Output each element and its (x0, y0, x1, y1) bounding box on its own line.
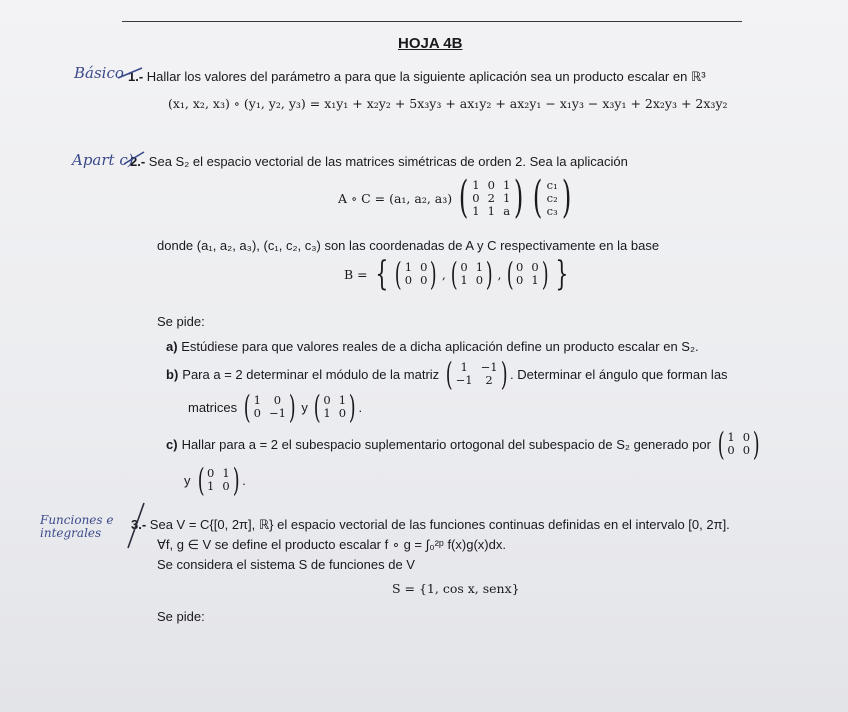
bm-cell-0-1: −1 (480, 360, 498, 374)
cm2-cell-1-0: 1 (206, 479, 215, 493)
cm1-cell-0-0: 1 (727, 430, 735, 444)
ex3-line2: ∀f, g ∈ V se define el producto escalar f ∘ g = ∫₀²ᵖ f(x)g(x)dx. (157, 537, 506, 552)
ex1-formula: (x₁, x₂, x₃) ∘ (y₁, y₂, y₃) = x₁y₁ + x₂y₂ + 5x₃y₃ + ax₁y₂ + ax₂y₁ − x₁y₃ − x₃y₁ + 2x₂y₃ + 2x₃y₂ (168, 96, 728, 111)
ex2-number: 2.- (130, 154, 146, 169)
ex2-matrix-cell-1-1: 2 (487, 190, 495, 205)
basis-matrix-2-cell-1-1: 1 (531, 273, 539, 287)
handwritten-apart: Apart c) (72, 151, 134, 169)
handwritten-funciones: Funciones e integrales (40, 513, 114, 540)
ex3-number: 3.- (131, 517, 147, 532)
cm1-cell-1-0: 0 (727, 443, 735, 457)
basis-comma: , (497, 266, 502, 282)
part-c-text: Hallar para a = 2 el subespacio suplementario ortogonal del subespacio de S₂ generado por (181, 436, 711, 452)
part-b-text1: Para a = 2 determinar el módulo de la matriz (182, 366, 440, 382)
bm1-cell-0-0: 1 (253, 393, 261, 407)
ex2-matrix-cell-0-1: 0 (487, 177, 495, 192)
bm-cell-0-0: 1 (460, 360, 468, 374)
basis-matrix-0-cell-1-1: 0 (420, 273, 428, 287)
bm2-cell-1-1: 0 (338, 406, 347, 420)
cm2-cell-1-1: 0 (222, 479, 230, 493)
part-b-text3: matrices (188, 399, 238, 415)
part-b-end: . (358, 399, 363, 415)
basis-matrix-2-cell-0-0: 0 (515, 260, 524, 274)
basis-matrix-1-cell-0-1: 1 (475, 260, 484, 274)
basis-matrix-2: ( 0 0 0 1 ) (506, 255, 549, 293)
ex2-text: Sea S₂ el espacio vectorial de las matrices simétricas de orden 2. Sea la aplicación (148, 154, 628, 169)
part-c-end: . (242, 472, 246, 488)
ex2-matrix-cell-1-2: 1 (502, 190, 511, 205)
basis-matrix-0-cell-0-1: 0 (420, 260, 428, 274)
bm-cell-1-1: 2 (485, 373, 493, 387)
part-b-y: y (301, 399, 308, 415)
ex2-se-pide: Se pide: (157, 314, 205, 329)
ex2-matrix-cell-2-2: a (503, 203, 511, 218)
bm1-cell-0-1: 0 (273, 393, 282, 407)
basis-matrix-2-cell-0-1: 0 (531, 260, 539, 274)
basis-matrix-0: ( 1 0 0 0 ) (395, 255, 438, 293)
handwritten-basico: Básico (74, 64, 124, 82)
part-b-matrix: ( 1 −1 −1 2 ) (445, 355, 508, 393)
bm2-cell-0-0: 0 (323, 393, 331, 407)
bm-cell-1-0: −1 (455, 373, 473, 387)
part-a-label: a) (166, 339, 178, 354)
part-c-y: y (184, 472, 191, 488)
part-b-matrix-2: ( 0 1 1 0 ) (313, 388, 356, 426)
basis-matrix-0-cell-1-0: 0 (404, 273, 413, 287)
part-c-matrix-1: ( 1 0 0 0 ) (717, 425, 760, 463)
bm1-cell-1-1: −1 (268, 406, 286, 420)
part-b-text2: . Determinar el ángulo que forman las (510, 366, 728, 382)
basis-matrix-1-cell-0-0: 0 (460, 260, 468, 274)
ex1-text: Hallar los valores del parámetro a para que la siguiente aplicación sea un producto escalar en ℝ³ (146, 69, 706, 84)
ex2-matrix: ( 1 0 1 0 2 1 1 1 a ) (458, 172, 524, 223)
cm2-cell-0-1: 1 (222, 466, 230, 480)
ex2-basis: B = { ( 1 0 0 0 ) , ( 0 1 1 0 ) , ( 0 0 0 1 ) } (344, 254, 569, 294)
part-b-label: b) (166, 366, 179, 382)
bm2-cell-0-1: 1 (338, 393, 347, 407)
ex3-line3: Se considera el sistema S de funciones de V (157, 557, 415, 572)
ex2-formula-lhs: A ∘ C = (a₁, a₂, a₃) (338, 190, 453, 206)
ex2-vector-cell-1-0: c₂ (546, 190, 558, 205)
ex3-set: S = {1, cos x, senx} (392, 581, 520, 596)
basis-matrix-2-cell-1-0: 0 (515, 273, 524, 287)
basis-matrix-1: ( 0 1 1 0 ) (450, 255, 493, 293)
basis-comma: , (441, 266, 446, 282)
cm2-cell-0-0: 0 (206, 466, 215, 480)
ex2-vector: ( c₁ c₂ c₃ ) (533, 172, 571, 223)
basis-matrix-1-cell-1-0: 1 (460, 273, 468, 287)
page-title: HOJA 4B (398, 35, 463, 52)
ex2-matrix-cell-0-0: 1 (472, 177, 480, 192)
bm2-cell-1-0: 1 (323, 406, 331, 420)
part-c-label: c) (166, 436, 178, 452)
ex2-matrix-cell-1-0: 0 (472, 190, 480, 205)
bm1-cell-1-0: 0 (253, 406, 261, 420)
cm1-cell-0-1: 0 (742, 430, 751, 444)
ex3-line1: Sea V = C{[0, 2π], ℝ} el espacio vectorial de las funciones continuas definidas en el intervalo [0, 2π]. (149, 517, 730, 532)
part-c-matrix-2: ( 0 1 1 0 ) (197, 461, 240, 499)
ex2-matrix-cell-2-0: 1 (472, 203, 480, 218)
ex2-coords-text: donde (a₁, a₂, a₃), (c₁, c₂, c₃) son las coordenadas de A y C respectivamente en la base (157, 238, 660, 253)
ex2-vector-cell-0-0: c₁ (546, 177, 558, 192)
ex2-matrix-cell-0-2: 1 (502, 177, 511, 192)
ex1-number: 1.- (128, 69, 144, 84)
ex2-matrix-cell-2-1: 1 (487, 203, 495, 218)
ex3-se-pide: Se pide: (157, 609, 205, 624)
part-b-matrix-1: ( 1 0 0 −1 ) (243, 388, 296, 426)
ex2-basis-lhs: B = (344, 266, 368, 282)
part-a-text: Estúdiese para que valores reales de a dicha aplicación define un producto escalar en S₂. (181, 339, 699, 354)
cm1-cell-1-1: 0 (742, 443, 751, 457)
basis-matrix-0-cell-0-0: 1 (404, 260, 413, 274)
basis-matrix-1-cell-1-1: 0 (475, 273, 484, 287)
ex2-vector-cell-2-0: c₃ (546, 203, 558, 218)
